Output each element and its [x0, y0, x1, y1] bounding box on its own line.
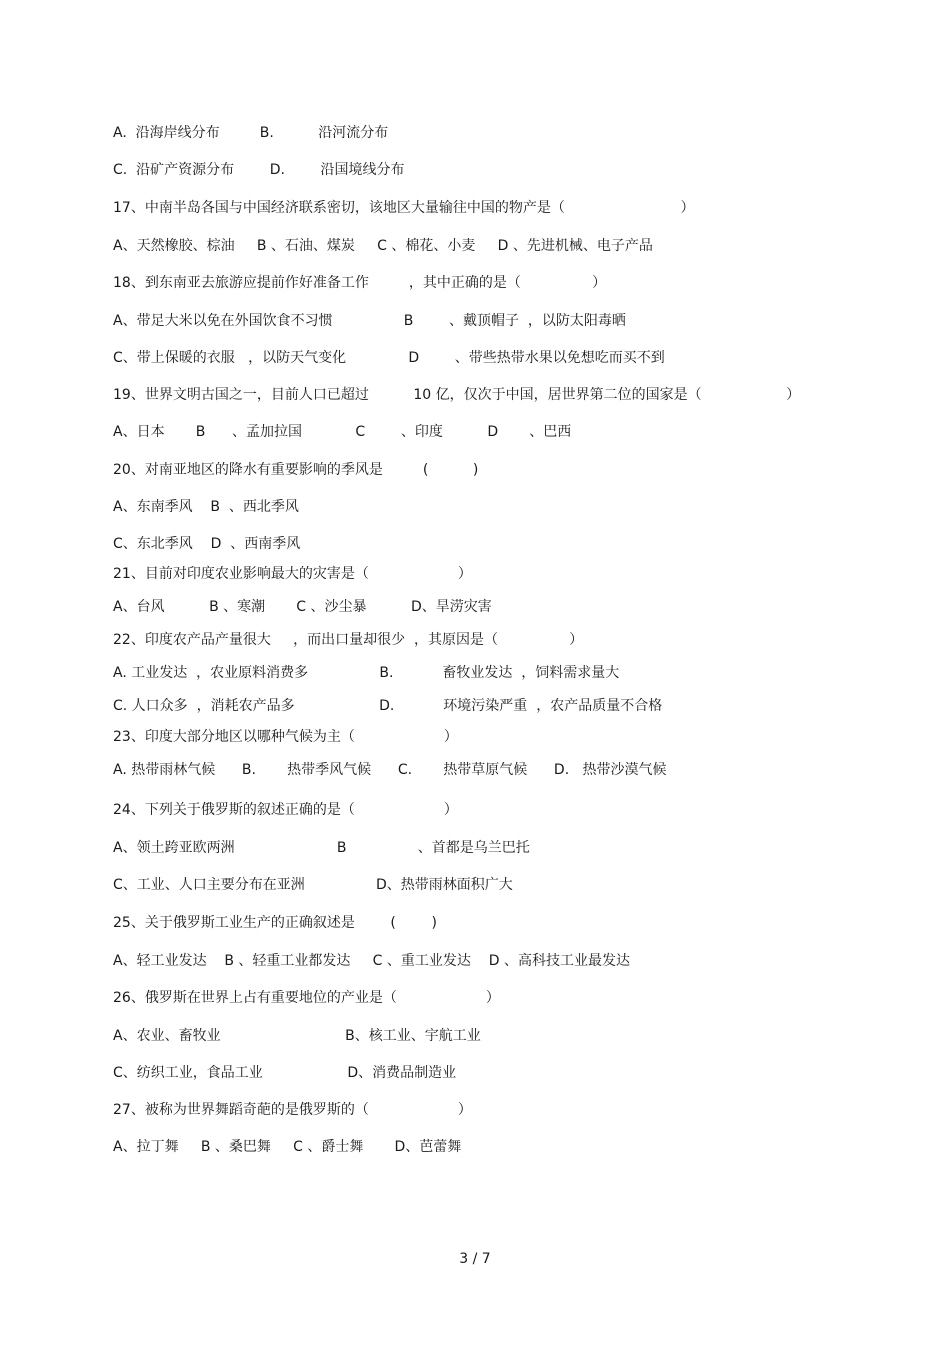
- question-26: 26、俄罗斯在世界上占有重要地位的产业是（ ）: [113, 990, 500, 1006]
- options-26-cd: C、纺织工业，食品工业 D、消费品制造业: [113, 1065, 457, 1081]
- options-24-cd: C、工业、人口主要分布在亚洲 D、热带雨林面积广大: [113, 877, 513, 893]
- options-19: A、日本 B 、孟加拉国 C 、印度 D 、巴西: [113, 424, 572, 440]
- question-24: 24、下列关于俄罗斯的叙述正确的是（ ）: [113, 802, 458, 818]
- question-23: 23、印度大部分地区以哪种气候为主（ ）: [113, 729, 458, 745]
- options-23: A. 热带雨林气候 B. 热带季风气候 C. 热带草原气候 D. 热带沙漠气候: [113, 762, 667, 778]
- question-17: 17、中南半岛各国与中国经济联系密切，该地区大量输往中国的物产是（ ）: [113, 200, 695, 216]
- question-18: 18、到东南亚去旅游应提前作好准备工作 ，其中正确的是（ ）: [113, 275, 607, 291]
- page-number: 3 / 7: [459, 1251, 491, 1267]
- options-17: A、天然橡胶、棕油 B 、石油、煤炭 C 、棉花、小麦 D 、先进机械、电子产品: [113, 238, 653, 254]
- question-19: 19、世界文明古国之一，目前人口已超过 10 亿，仅次于中国，居世界第二位的国家是（ ）: [113, 387, 801, 403]
- options-22-cd: C. 人口众多 ，消耗农产品多 D. 环境污染严重 ，农产品质量不合格: [113, 698, 663, 714]
- option-line-16ab: A. 沿海岸线分布 B. 沿河流分布: [113, 125, 389, 141]
- options-25: A、轻工业发达 B 、轻重工业都发达 C 、重工业发达 D 、高科技工业最发达: [113, 953, 630, 969]
- options-18-ab: A、带足大米以免在外国饮食不习惯 B 、戴顶帽子 ，以防太阳毒晒: [113, 313, 626, 329]
- options-21: A、台风 B 、寒潮 C 、沙尘暴 D、旱涝灾害: [113, 599, 492, 615]
- options-20-cd: C、东北季风 D 、西南季风: [113, 536, 301, 552]
- options-20-ab: A、东南季风 B 、西北季风: [113, 499, 299, 515]
- options-22-ab: A. 工业发达 ，农业原料消费多 B. 畜牧业发达 ，饲料需求量大: [113, 665, 620, 681]
- options-24-ab: A、领土跨亚欧两洲 B 、首都是乌兰巴托: [113, 840, 530, 856]
- question-21: 21、目前对印度农业影响最大的灾害是（ ）: [113, 566, 472, 582]
- options-27: A、拉丁舞 B 、桑巴舞 C 、爵士舞 D、芭蕾舞: [113, 1139, 462, 1155]
- option-line-16cd: C. 沿矿产资源分布 D. 沿国境线分布: [113, 162, 405, 178]
- options-26-ab: A、农业、畜牧业 B、核工业、宇航工业: [113, 1028, 481, 1044]
- question-22: 22、印度农产品产量很大 ，而出口量却很少 ，其原因是（ ）: [113, 632, 584, 648]
- question-20: 20、对南亚地区的降水有重要影响的季风是 ( ): [113, 462, 479, 478]
- question-25: 25、关于俄罗斯工业生产的正确叙述是 ( ): [113, 915, 437, 931]
- question-27: 27、被称为世界舞蹈奇葩的是俄罗斯的（ ）: [113, 1102, 472, 1118]
- options-18-cd: C、带上保暖的衣服 ，以防天气变化 D 、带些热带水果以免想吃而买不到: [113, 350, 665, 366]
